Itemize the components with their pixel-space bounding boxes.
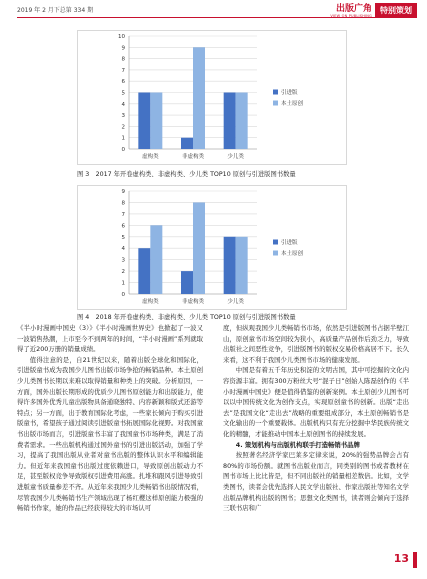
- magazine-logo: [330, 4, 372, 18]
- page-number-bar: [413, 552, 417, 568]
- page-header-brand: [330, 3, 417, 18]
- bar-imported: [181, 271, 193, 294]
- bar-domestic: [193, 47, 205, 149]
- y-tick-label: 2: [121, 124, 125, 131]
- paragraph: 中国是有着五千年历史积淀的文明古国，其中可挖掘的文化内容资源丰富。拥有300万粉丝大号“混子日”创始人陈磊创作的《半小时漫画中国史》便是值得借鉴的创新案例。本土原创少儿图书可以以中国传统文化为创作支点，实现原创童书的创新。出版“走出去”是我国文化“走出去”战略的重要组成部分，本土原创畅销书是文化输出的一个重要载体。出版机构只有充分挖掘中华民族传统文化的精髓，才能推动中国本土原创图书的持续发展。: [223, 366, 409, 438]
- chart-frame: [78, 31, 347, 165]
- figure3-svg: [77, 30, 347, 165]
- page-number: 13: [393, 552, 409, 565]
- bar-domestic: [193, 202, 205, 294]
- legend-swatch: [273, 101, 278, 106]
- body-column-left: [17, 323, 203, 514]
- legend-label: 本土原创: [281, 101, 304, 107]
- section-subheading: 4. 策划机构与出版机构联手打造畅销书品牌: [235, 440, 360, 449]
- bar-imported: [224, 93, 236, 150]
- y-tick-label: 10: [118, 34, 125, 40]
- x-tick-label: 少儿类: [227, 299, 244, 305]
- y-tick-label: 8: [121, 56, 125, 63]
- y-tick-label: 3: [121, 113, 125, 120]
- bar-imported: [224, 237, 236, 294]
- bar-domestic: [150, 225, 162, 294]
- y-tick-label: 7: [121, 211, 125, 218]
- x-tick-label: 虚构类: [142, 299, 159, 305]
- figure4-svg: [77, 185, 347, 310]
- legend-swatch: [273, 240, 278, 245]
- y-tick-label: 5: [121, 90, 125, 97]
- magazine-logo-cn: 出版广角: [335, 3, 372, 14]
- y-tick-label: 2: [121, 269, 125, 276]
- figure4-chart: [77, 185, 347, 310]
- page-header-issue: 2019 年 2 月下总第 334 期: [17, 7, 94, 14]
- figure3-chart: [77, 30, 347, 165]
- y-tick-label: 7: [121, 67, 125, 74]
- bar-imported: [138, 248, 150, 294]
- paragraph: 《半小时漫画中国史（3）》《半小时漫画世界史》也掀起了一波又一波销售热潮，上市至今不到两年的时间，“半小时漫画”系列就取得了近200万册的销量成绩。: [17, 324, 203, 354]
- y-tick-label: 6: [121, 223, 125, 230]
- body-column-right: [223, 323, 409, 514]
- section-tag: 特别策划: [375, 3, 417, 18]
- bar-domestic: [236, 237, 248, 294]
- y-tick-label: 1: [121, 135, 125, 142]
- magazine-logo-en: VIEW ON PUBLISHING: [330, 13, 372, 18]
- legend-label: 引进版: [281, 240, 298, 246]
- x-tick-label: 虚构类: [142, 154, 159, 160]
- legend-label: 本土原创: [281, 251, 304, 257]
- y-tick-label: 8: [121, 200, 125, 207]
- bar-imported: [138, 93, 150, 150]
- y-tick-label: 6: [121, 79, 125, 86]
- y-tick-label: 4: [121, 101, 125, 108]
- paragraph: 度，但纵观我国少儿类畅销书市场，依然是引进版图书占据半壁江山，原创童书市场空间较为狭小，高质量产品创作后劲乏力，导致出版社之间恶性竞争，引进版图书的版权交易价格高居不下。长久来看，这不利于我国少儿类图书市场的健康发展。: [223, 324, 409, 364]
- bar-domestic: [236, 93, 248, 150]
- bar-imported: [181, 138, 193, 149]
- paragraph: 按照著名经济学家巴莱多定律来说，20%的强势品牌会占有80%的市场份额。就图书出版业而言，同类别的图书或者教材在图书市场上比比皆是，但不同出版社的销量相差数倍。比如，文学类图书，读者会优先选择人民文学出版社、作家出版社等知名文学出版品牌机构出版的图书；思想文化类图书，读者则会倾向于选择三联书店和广: [223, 451, 409, 513]
- y-tick-label: 5: [121, 234, 125, 241]
- paragraph: 值得注意的是，自21世纪以来，随着出版全球化和国际化，引进版童书成为我国少儿图书出版市场争抢的畅销品种。本土原创少儿类图书长期以来难以取得销量和种类上的突破。分析原因，一方面，国外出版长期形成的优质少儿图书原创能力和出版能力，使得许多国外优秀儿童出版物具备通晓独特、内容新颖和版式还游等特点；另一方面，出于教育国际化考虑，一些家长倾向于购买引进版童书，希望孩子通过阅读引进版童书拓展国际化视野。对我国童书出版市场而言，引进版童书丰富了我国童书市场种类，满足了消费者需求。一些出版机构通过国外童书的引进出版活动，加强了学习，提高了我国出版从业者对童书出版的整体认识水平和编辑能力。但近年来我国童书出版过度依赖进口，导致原创出版动力不足，甚至版权竞争导致版权引进费用高涨。扎堆和跟风引进导致引进版童书质量参差不齐。从近年来我国少儿类畅销书出版情况看，尽管我国少儿类畅销书生产领域出现了杨红樱这样原创能力极强的畅销书作家，她的作品已经获得较大的市场认可: [17, 355, 203, 513]
- legend-swatch: [273, 90, 278, 95]
- bar-domestic: [150, 93, 162, 150]
- header-divider: [17, 17, 417, 18]
- legend-label: 引进版: [281, 90, 298, 96]
- y-tick-label: 0: [121, 292, 125, 298]
- chart-frame: [78, 186, 347, 310]
- figure4-caption: 图 4 2018 年开卷虚构类、非虚构类、少儿类 TOP10 原创与引进版图书数量: [77, 314, 296, 321]
- y-tick-label: 3: [121, 257, 125, 264]
- figure3-caption: 图 3 2017 年开卷虚构类、非虚构类、少儿类 TOP10 原创与引进版图书数量: [77, 171, 296, 178]
- legend-swatch: [273, 251, 278, 256]
- x-tick-label: 非虚构类: [181, 154, 205, 160]
- x-tick-label: 非虚构类: [181, 299, 205, 305]
- y-tick-label: 9: [121, 45, 125, 52]
- y-tick-label: 9: [121, 189, 125, 195]
- x-tick-label: 少儿类: [227, 154, 244, 160]
- y-tick-label: 1: [121, 280, 125, 287]
- y-tick-label: 4: [121, 246, 125, 253]
- y-tick-label: 0: [121, 147, 125, 153]
